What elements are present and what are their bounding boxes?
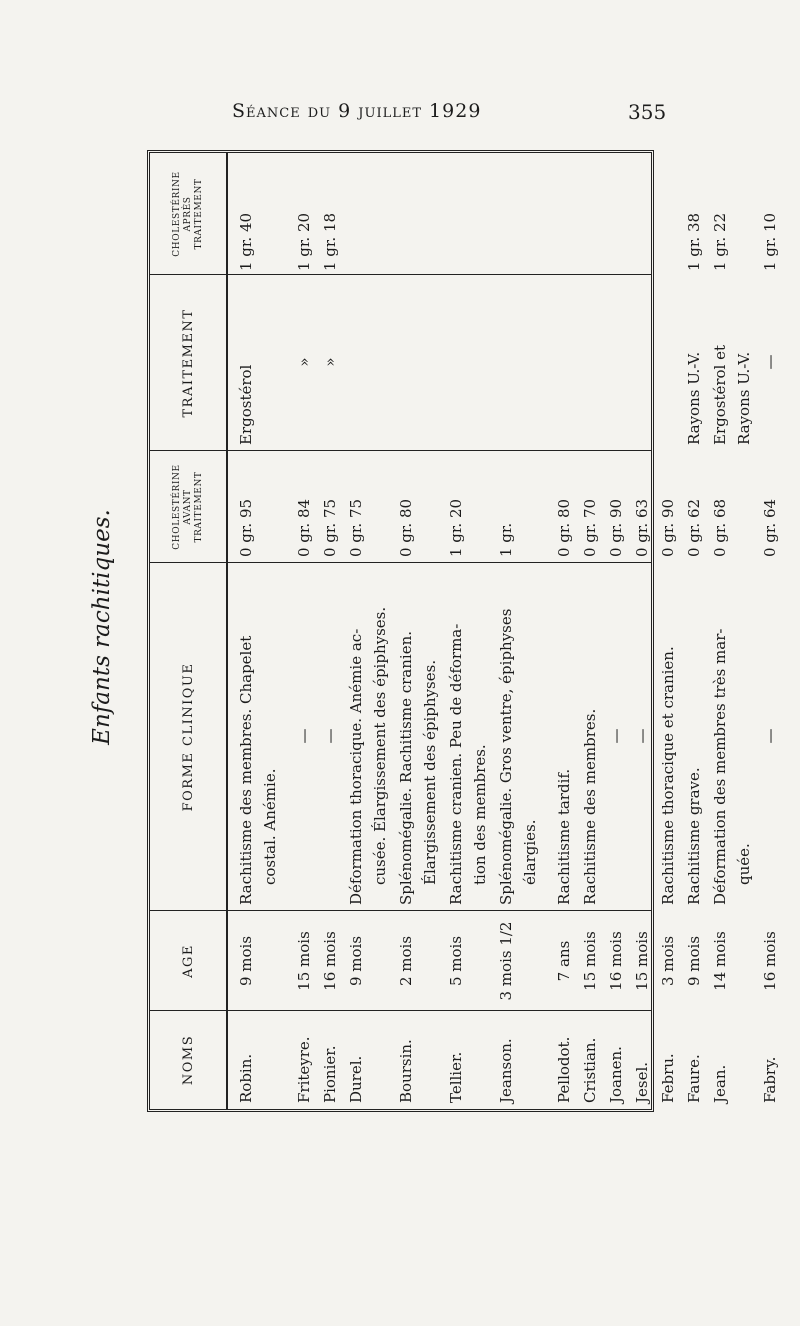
traitement bbox=[394, 279, 442, 445]
table-row bbox=[318, 153, 342, 1109]
traitement bbox=[292, 279, 316, 445]
forme-clinique bbox=[758, 567, 782, 905]
patient-age: 16 mois bbox=[607, 931, 625, 991]
forme-clinique bbox=[682, 567, 706, 905]
traitement bbox=[604, 279, 628, 445]
traitement-line: Rayons U.-V. bbox=[685, 351, 703, 445]
table-caption: Enfants rachitiques. bbox=[89, 509, 115, 745]
traitement bbox=[444, 279, 492, 445]
table-row bbox=[494, 153, 542, 1109]
traitement-line: Ergostérol bbox=[237, 364, 255, 445]
forme-clinique-line: costal. Anémie. bbox=[261, 768, 279, 885]
cholesterol-table bbox=[147, 150, 779, 1112]
traitement-line: » bbox=[295, 357, 313, 367]
patient-name: Febru. bbox=[659, 1053, 677, 1103]
forme-clinique-line: — bbox=[321, 728, 339, 744]
patient-name: Durel. bbox=[347, 1055, 365, 1103]
patient-age: 9 mois bbox=[347, 935, 365, 987]
forme-clinique-line: Splénomégalie. Gros ventre, épiphyses bbox=[497, 608, 515, 905]
traitement bbox=[494, 279, 542, 445]
rotated-table-block bbox=[77, 142, 779, 1112]
cholesterine-avant: 0 gr. 75 bbox=[321, 498, 339, 557]
patient-name: Jean. bbox=[711, 1064, 729, 1103]
patient-name: Robin. bbox=[237, 1053, 255, 1103]
traitement bbox=[656, 279, 680, 445]
traitement-line: Ergostérol et bbox=[711, 344, 729, 445]
patient-name: Pellodot. bbox=[555, 1036, 573, 1103]
patient-age: 15 mois bbox=[633, 931, 651, 991]
cholesterine-apres: 1 gr. 20 bbox=[295, 212, 313, 271]
forme-clinique-line: Splénomégalie. Rachitisme cranien. bbox=[397, 630, 415, 905]
forme-clinique bbox=[552, 567, 576, 905]
forme-clinique bbox=[234, 567, 282, 905]
table-row bbox=[604, 153, 628, 1109]
patient-name: Faure. bbox=[685, 1054, 703, 1103]
forme-clinique-line: Rachitisme des membres. Chapelet bbox=[237, 635, 255, 905]
table-row bbox=[682, 153, 706, 1109]
patient-name: Joanen. bbox=[607, 1046, 625, 1103]
forme-clinique-line: cusée. Élargissement des épiphyses. bbox=[371, 606, 389, 885]
cholesterine-apres bbox=[494, 155, 518, 271]
traitement bbox=[234, 279, 282, 445]
cholesterine-avant: 1 gr. bbox=[497, 522, 515, 557]
forme-clinique bbox=[494, 567, 542, 905]
forme-clinique-line: quée. bbox=[735, 843, 753, 885]
table-row bbox=[758, 153, 782, 1109]
header-apres-line-1: CHOLESTÉRINE bbox=[171, 171, 182, 257]
table-row bbox=[292, 153, 316, 1109]
cholesterine-apres bbox=[394, 155, 418, 271]
forme-clinique-line: élargies. bbox=[521, 819, 539, 885]
cholesterine-apres bbox=[604, 155, 628, 271]
forme-clinique-line: Rachitisme grave. bbox=[685, 767, 703, 905]
forme-clinique-line: — bbox=[607, 728, 625, 744]
patient-age: 3 mois bbox=[659, 935, 677, 987]
forme-clinique-line: Élargissement des épiphyses. bbox=[421, 659, 439, 885]
forme-clinique bbox=[708, 567, 756, 905]
patient-age: 9 mois bbox=[237, 935, 255, 987]
forme-clinique-line: — bbox=[295, 728, 313, 744]
cholesterine-avant: 0 gr. 90 bbox=[607, 498, 625, 557]
patient-age: 7 ans bbox=[555, 940, 573, 982]
forme-clinique-line: Déformation des membres très mar- bbox=[711, 628, 729, 905]
forme-clinique bbox=[344, 567, 392, 905]
table-row bbox=[394, 153, 442, 1109]
patient-name: Pionier. bbox=[321, 1045, 339, 1103]
table-row bbox=[630, 153, 654, 1109]
patient-age: 15 mois bbox=[581, 931, 599, 991]
header-cholesterine-avant bbox=[150, 451, 226, 563]
patient-age: 2 mois bbox=[397, 935, 415, 987]
cholesterine-avant: 0 gr. 64 bbox=[761, 498, 779, 557]
traitement bbox=[578, 279, 602, 445]
forme-clinique bbox=[656, 567, 680, 905]
cholesterine-apres bbox=[578, 155, 602, 271]
cholesterine-avant: 0 gr. 75 bbox=[347, 498, 365, 557]
table-row bbox=[578, 153, 602, 1109]
header-cholesterine-apres bbox=[150, 153, 226, 275]
cholesterine-avant: 0 gr. 80 bbox=[397, 498, 415, 557]
cholesterine-apres bbox=[630, 155, 654, 271]
patient-age: 15 mois bbox=[295, 931, 313, 991]
header-apres-line-3: TRAITEMENT bbox=[193, 178, 204, 250]
patient-age: 16 mois bbox=[761, 931, 779, 991]
header-traitement: TRAITEMENT bbox=[180, 308, 196, 418]
cholesterine-apres bbox=[552, 155, 576, 271]
forme-clinique bbox=[630, 567, 654, 905]
patient-name: Fabry. bbox=[761, 1056, 779, 1103]
table-body bbox=[226, 153, 779, 1109]
cholesterine-avant: 1 gr. 20 bbox=[447, 498, 465, 557]
table-row bbox=[708, 153, 756, 1109]
page-number: 355 bbox=[628, 100, 667, 124]
forme-clinique bbox=[444, 567, 492, 905]
cholesterine-avant: 0 gr. 90 bbox=[659, 498, 677, 557]
patient-name: Cristian. bbox=[581, 1037, 599, 1103]
header-age: AGE bbox=[180, 944, 196, 978]
cholesterine-apres: 1 gr. 38 bbox=[685, 212, 703, 271]
header-apres-line-2: APRÈS bbox=[182, 196, 193, 232]
cholesterine-apres bbox=[656, 155, 680, 271]
cholesterine-avant: 0 gr. 63 bbox=[633, 498, 651, 557]
header-avant-line-1: CHOLESTÉRINE bbox=[171, 464, 182, 550]
forme-clinique-line: Rachitisme cranien. Peu de déforma- bbox=[447, 623, 465, 905]
cholesterine-apres bbox=[444, 155, 468, 271]
patient-age: 3 mois 1/2 bbox=[497, 921, 515, 1001]
patient-age: 5 mois bbox=[447, 935, 465, 987]
forme-clinique-line: Déformation thoracique. Anémie ac- bbox=[347, 628, 365, 905]
patient-age: 16 mois bbox=[321, 931, 339, 991]
traitement bbox=[682, 279, 706, 445]
forme-clinique bbox=[394, 567, 442, 905]
cholesterine-apres bbox=[344, 155, 368, 271]
traitement bbox=[318, 279, 342, 445]
patient-name: Jesel. bbox=[633, 1061, 651, 1103]
cholesterine-apres: 1 gr. 18 bbox=[321, 212, 339, 271]
traitement-line: — bbox=[761, 354, 779, 370]
cholesterine-avant: 0 gr. 68 bbox=[711, 498, 729, 557]
traitement bbox=[758, 279, 782, 445]
cholesterine-apres: 1 gr. 22 bbox=[711, 212, 729, 271]
traitement bbox=[708, 279, 756, 445]
header-avant-line-3: TRAITEMENT bbox=[193, 471, 204, 543]
table-header bbox=[150, 153, 228, 1109]
table-row bbox=[656, 153, 680, 1109]
forme-clinique-line: tion des membres. bbox=[471, 744, 489, 885]
cholesterine-avant: 0 gr. 80 bbox=[555, 498, 573, 557]
patient-name: Boursin. bbox=[397, 1039, 415, 1103]
running-header bbox=[0, 100, 800, 130]
forme-clinique bbox=[604, 567, 628, 905]
table-row bbox=[444, 153, 492, 1109]
traitement-line: » bbox=[321, 357, 339, 367]
traitement-line: Rayons U.-V. bbox=[735, 351, 753, 445]
table-row bbox=[344, 153, 392, 1109]
patient-age: 14 mois bbox=[711, 931, 729, 991]
running-title: Séance du 9 juillet 1929 bbox=[232, 100, 482, 122]
traitement bbox=[630, 279, 654, 445]
forme-clinique bbox=[318, 567, 342, 905]
patient-name: Tellier. bbox=[447, 1051, 465, 1103]
forme-clinique-line: — bbox=[633, 728, 651, 744]
traitement bbox=[344, 279, 392, 445]
cholesterine-avant: 0 gr. 62 bbox=[685, 498, 703, 557]
forme-clinique-line: Rachitisme des membres. bbox=[581, 708, 599, 905]
table-row bbox=[234, 153, 282, 1109]
header-noms: NOMS bbox=[180, 1034, 196, 1086]
forme-clinique-line: — bbox=[761, 728, 779, 744]
forme-clinique bbox=[292, 567, 316, 905]
header-forme-clinique: FORME CLINIQUE bbox=[180, 662, 196, 812]
cholesterine-avant: 0 gr. 95 bbox=[237, 498, 255, 557]
header-avant-line-2: AVANT bbox=[182, 489, 193, 525]
patient-age: 9 mois bbox=[685, 935, 703, 987]
forme-clinique-line: Rachitisme thoracique et cranien. bbox=[659, 646, 677, 905]
cholesterine-apres: 1 gr. 10 bbox=[761, 212, 779, 271]
traitement bbox=[552, 279, 576, 445]
table-row bbox=[552, 153, 576, 1109]
patient-name: Friteyre. bbox=[295, 1036, 313, 1103]
cholesterine-avant: 0 gr. 70 bbox=[581, 498, 599, 557]
cholesterine-apres: 1 gr. 40 bbox=[237, 212, 255, 271]
cholesterine-avant: 0 gr. 84 bbox=[295, 498, 313, 557]
forme-clinique bbox=[578, 567, 602, 905]
patient-name: Jeanson. bbox=[497, 1038, 515, 1103]
forme-clinique-line: Rachitisme tardif. bbox=[555, 768, 573, 905]
